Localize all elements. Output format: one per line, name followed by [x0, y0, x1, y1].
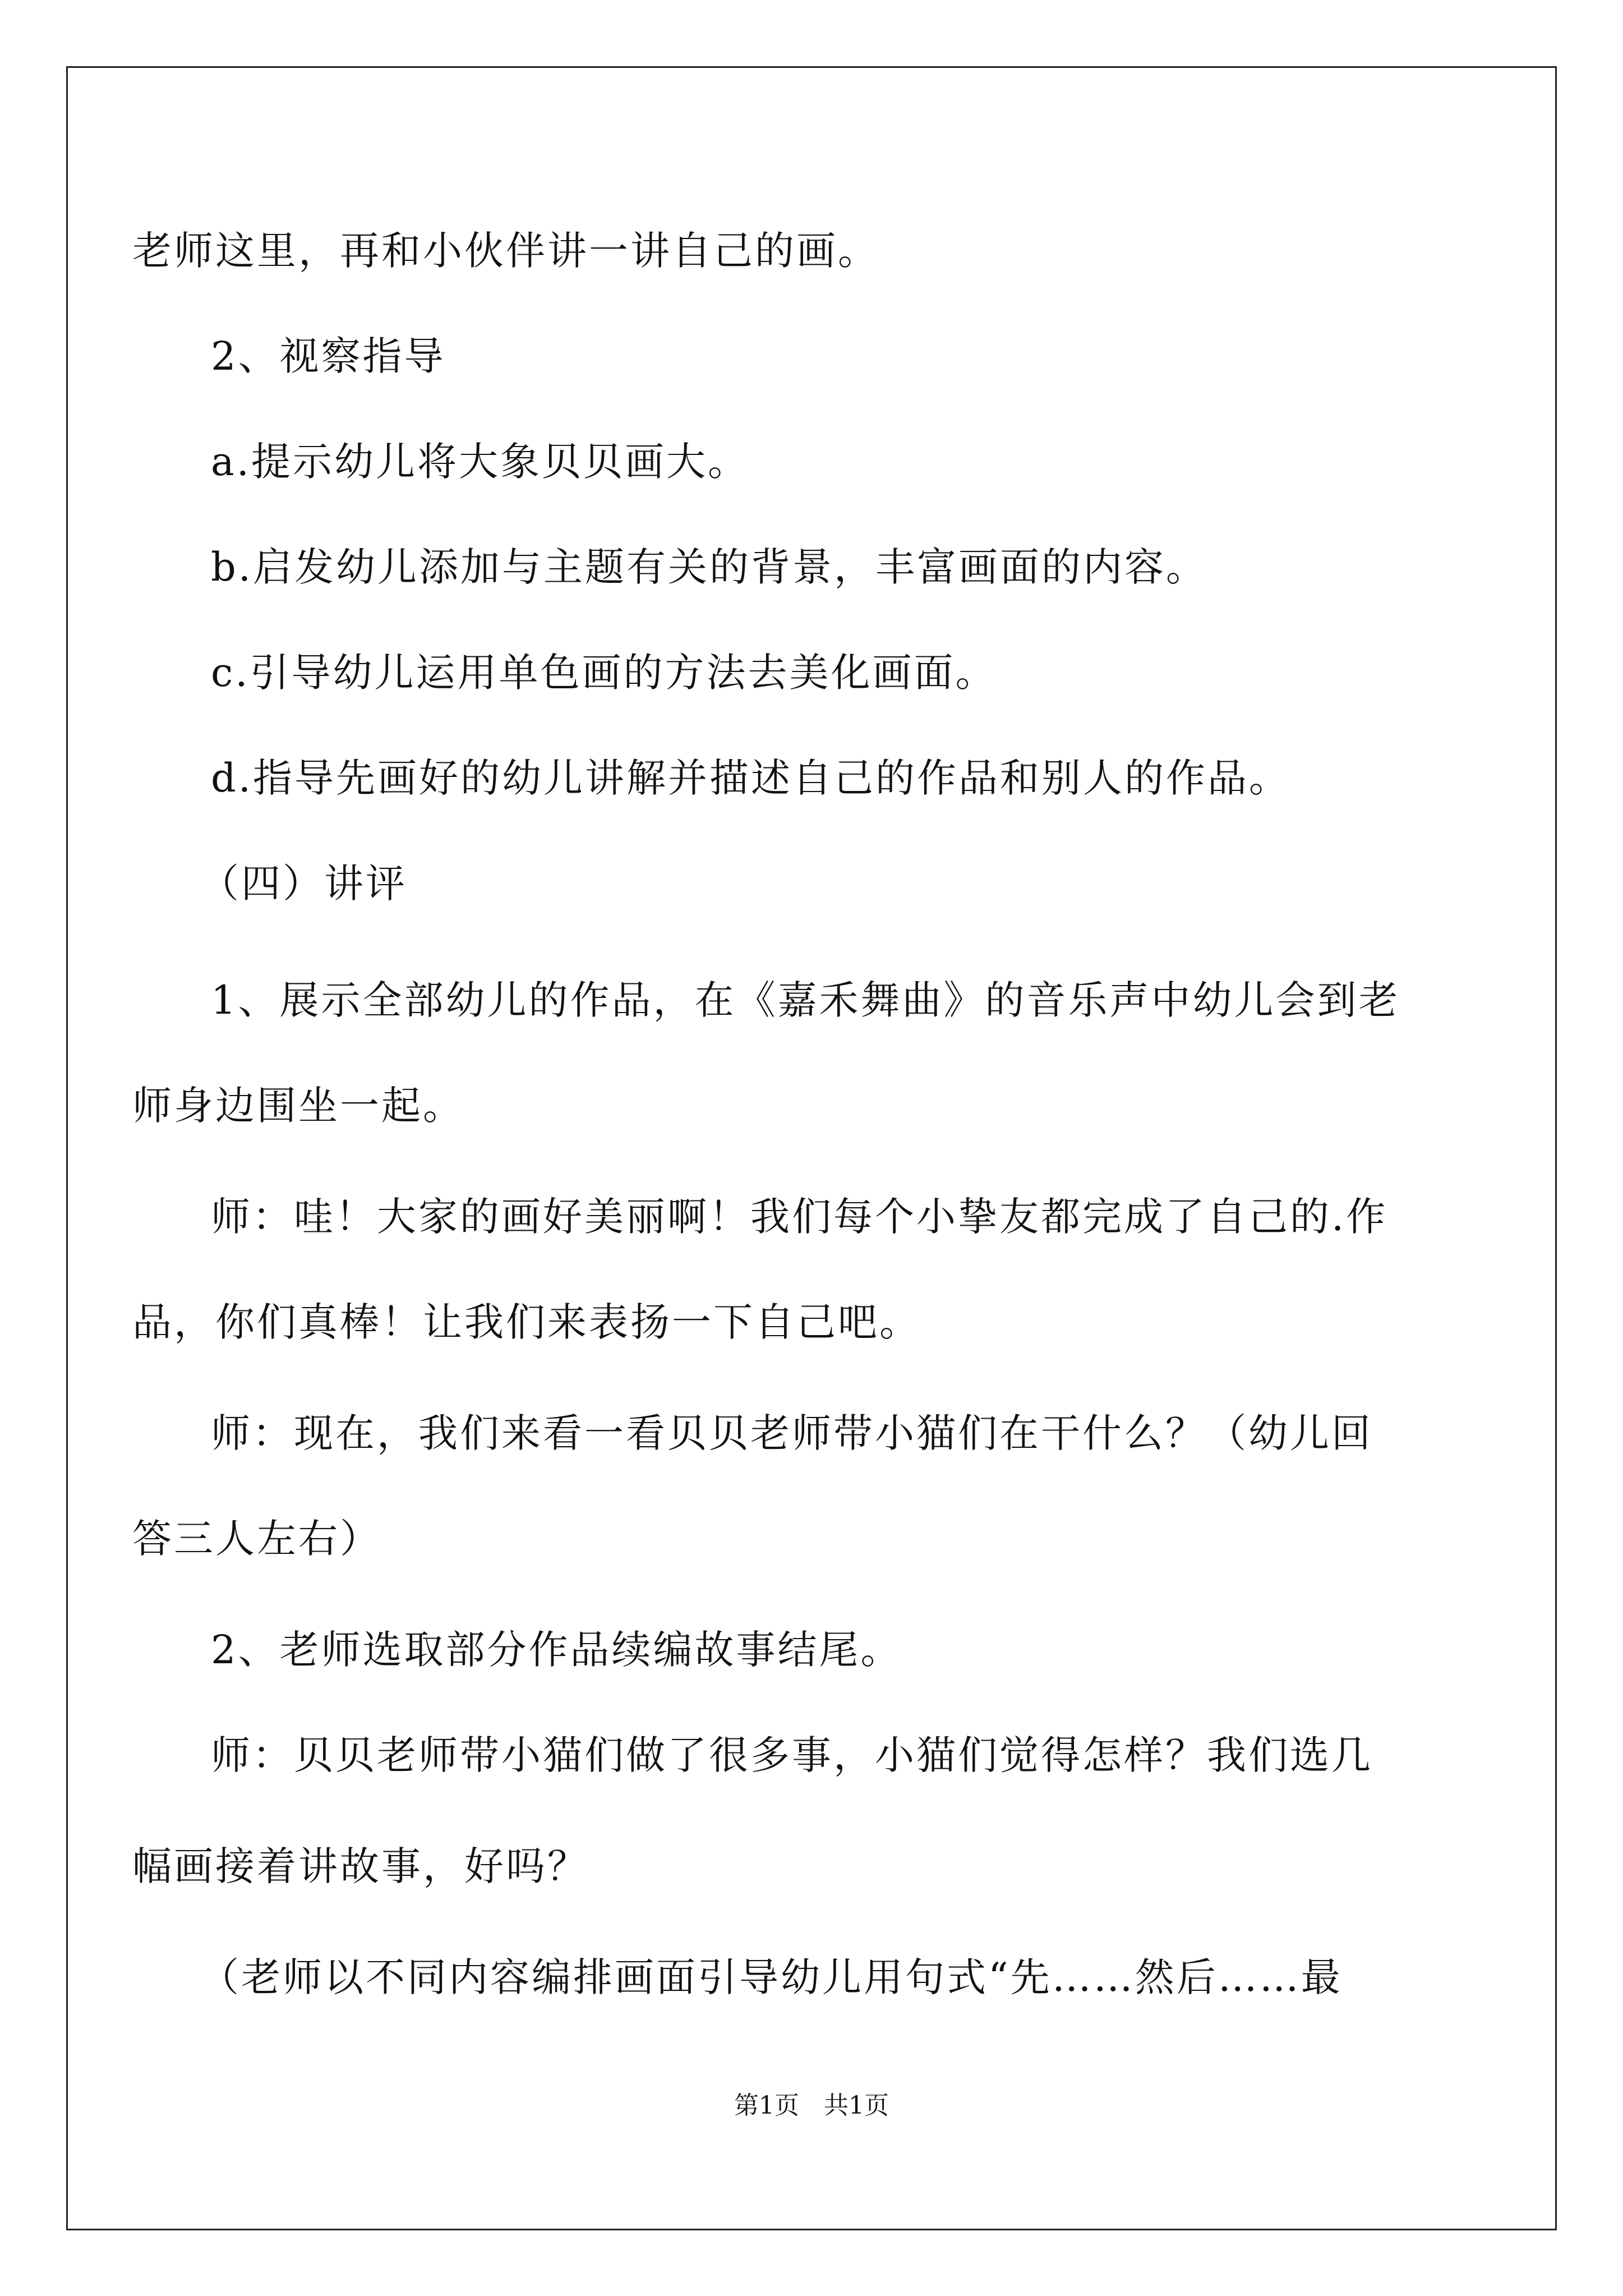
section-heading: 2、视察指导: [211, 333, 446, 379]
text-line: 品，你们真棒！让我们来表扬一下自己吧。: [132, 1299, 921, 1345]
text-line: （老师以不同内容编排画面引导幼儿用句式“先……然后……最: [200, 1954, 1343, 2000]
text-line: b.启发幼儿添加与主题有关的背景，丰富画面的内容。: [211, 544, 1208, 590]
text-line: 师：现在，我们来看一看贝贝老师带小猫们在干什么？（幼儿回: [211, 1410, 1373, 1456]
page-number: 第1页 共1页: [734, 2091, 889, 2120]
text-line: d.指导先画好的幼儿讲解并描述自己的作品和别人的作品。: [211, 755, 1291, 801]
text-line: 答三人左右）: [132, 1516, 381, 1562]
text-line: 1、展示全部幼儿的作品，在《嘉禾舞曲》的音乐声中幼儿会到老: [211, 977, 1400, 1023]
section-heading: （四）讲评: [200, 861, 407, 907]
text-line: 老师这里，再和小伙伴讲一讲自己的画。: [132, 228, 879, 274]
page-border: [66, 66, 1557, 2230]
text-line: 师：贝贝老师带小猫们做了很多事，小猫们觉得怎样？我们选几: [211, 1732, 1373, 1778]
text-line: 师：哇！大家的画好美丽啊！我们每个小挚友都完成了自己的.作: [211, 1194, 1388, 1240]
text-line: c.引导幼儿运用单色画的方法去美化画面。: [211, 650, 997, 696]
text-line: 师身边围坐一起。: [132, 1083, 464, 1129]
text-line: 2、老师选取部分作品续编故事结尾。: [211, 1627, 902, 1673]
text-line: a.提示幼儿将大象贝贝画大。: [211, 439, 749, 485]
text-line: 幅画接着讲故事，好吗？: [132, 1843, 589, 1889]
